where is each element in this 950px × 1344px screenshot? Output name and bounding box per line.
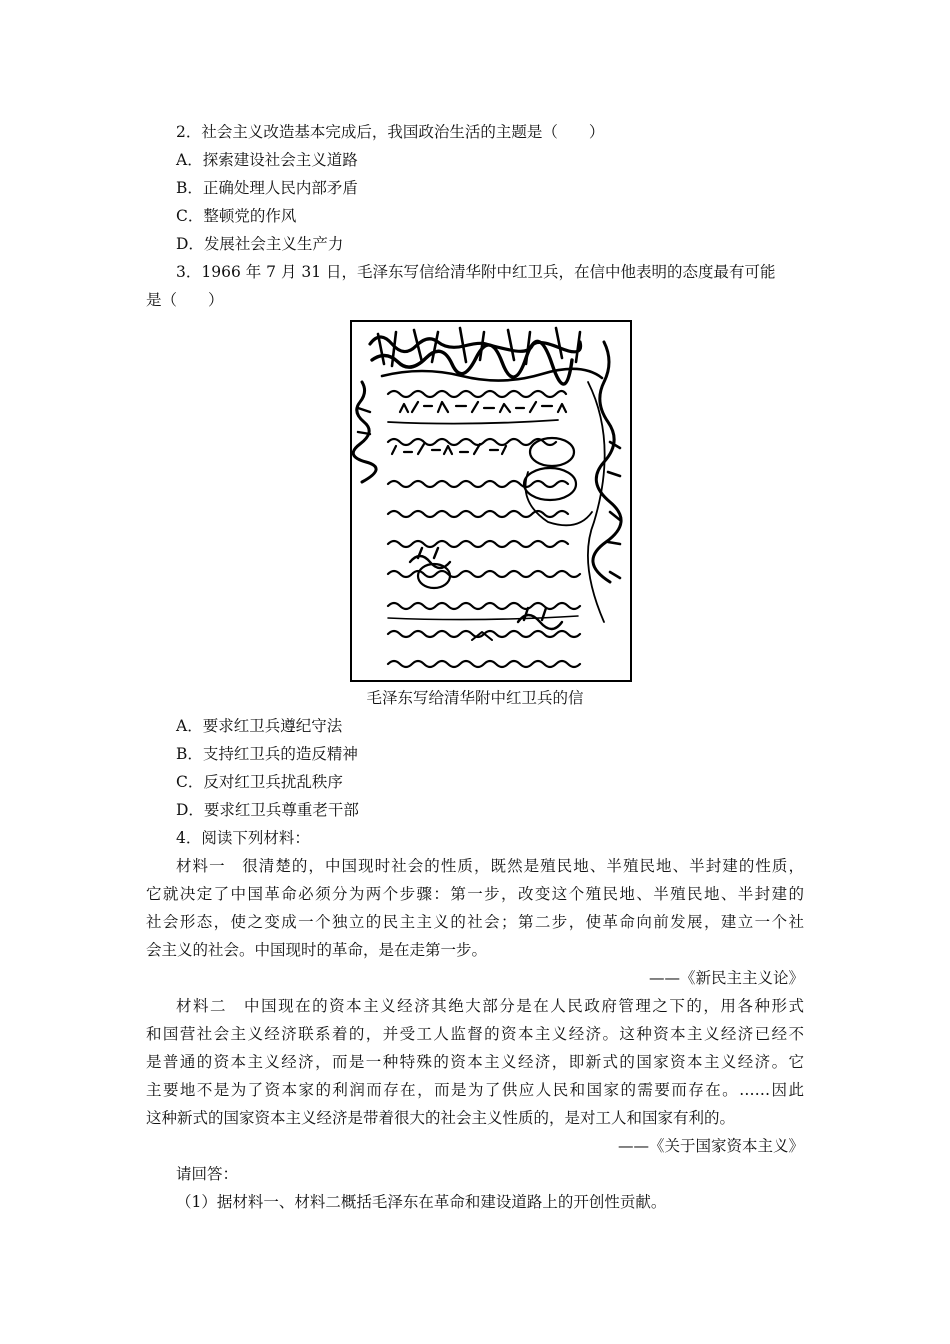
material2-line: 这种新式的国家资本主义经济是带着很大的社会主义性质的，是对工人和国家有利的。 (146, 1109, 736, 1127)
material2-source: ——《关于国家资本主义》 (617, 1137, 804, 1155)
material1-source: ——《新民主主义论》 (648, 969, 804, 987)
q3-option-c: C．反对红卫兵扰乱秩序 (176, 773, 343, 791)
q4-stem: 4．阅读下列材料： (176, 829, 310, 847)
q3-stem-line1: 3．1966 年 7 月 31 日，毛泽东写信给清华附中红卫兵，在信中他表明的态度最有可能 (176, 263, 776, 281)
q2-option-b: B．正确处理人民内部矛盾 (176, 179, 358, 197)
material2-line: 是普通的资本主义经济，而是一种特殊的资本主义经济，即新式的国家资本主义经济。它 (146, 1053, 804, 1071)
q2-option-c: C．整顿党的作风 (176, 207, 297, 225)
q2-stem: 2．社会主义改造基本完成后，我国政治生活的主题是（ ） (176, 123, 605, 141)
q3-option-b: B．支持红卫兵的造反精神 (176, 745, 358, 763)
q3-stem-line2: 是（ ） (146, 291, 224, 309)
sub-question-1: （1）据材料一、材料二概括毛泽东在革命和建设道路上的开创性贡献。 (176, 1193, 667, 1211)
material1-line: 它就决定了中国革命必须分为两个步骤：第一步，改变这个殖民地、半殖民地、半封建的 (146, 885, 804, 903)
q3-option-a: A．要求红卫兵遵纪守法 (176, 717, 343, 735)
material2-line: 和国营社会主义经济联系着的，并受工人监督的资本主义经济。这种资本主义经济已经不 (146, 1025, 804, 1043)
material1-line: 会主义的社会。中国现时的革命，是在走第一步。 (146, 941, 488, 959)
material2-line: 主要地不是为了资本家的利润而存在，而是为了供应人民和国家的需要而存在。……因此 (146, 1081, 804, 1099)
q2-option-d: D．发展社会主义生产力 (176, 235, 344, 253)
handwritten-letter-image (350, 320, 632, 682)
figure-caption: 毛泽东写给清华附中红卫兵的信 (366, 689, 584, 707)
answer-prompt: 请回答： (176, 1165, 239, 1183)
material1-line: 材料一 很清楚的，中国现时社会的性质，既然是殖民地、半殖民地、半封建的性质， (176, 857, 804, 875)
q3-option-d: D．要求红卫兵尊重老干部 (176, 801, 359, 819)
q2-option-a: A．探索建设社会主义道路 (176, 151, 358, 169)
material2-line: 材料二 中国现在的资本主义经济其绝大部分是在人民政府管理之下的，用各种形式 (176, 997, 804, 1015)
material1-line: 社会形态，使之变成一个独立的民主主义的社会；第二步，使革命向前发展，建立一个社 (146, 913, 804, 931)
